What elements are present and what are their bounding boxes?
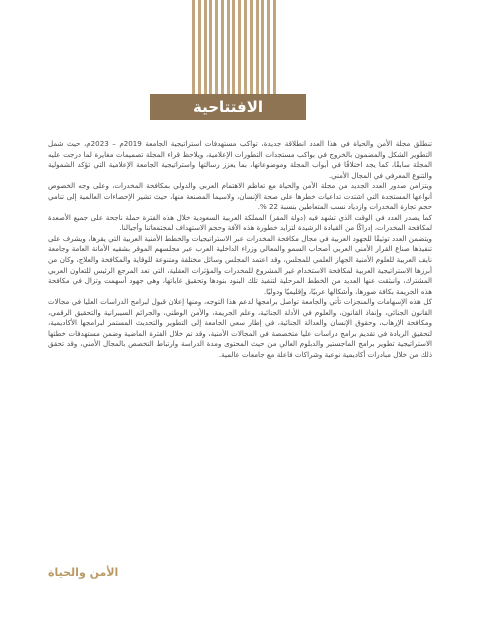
stripe	[244, 0, 247, 94]
stripe	[232, 0, 235, 94]
stripe	[273, 0, 276, 94]
stripe	[261, 0, 264, 94]
decorative-stripes	[192, 0, 276, 94]
stripe	[256, 0, 259, 94]
paragraph: كل هذه الإسهامات والمنجزات تأتي والجامعة تواصل برامجها لدعم هذا التوجه، ومنها إعلان قبول لبرامج الدراسات العليا في مجالات القانون الجنائي، وإنفاذ القانون، والعلوم في الأدلة الجنائية، وعلم الجريمة، والأمن الوطني، والجرائم السيبرانية والتحقيق الرقمي، ومكافحة الإرهاب، وحقوق الإنسان والعدالة الجنائية، في إطار سعي الجامعة إلى التطوير والتحديث المستمر لبرامجها الأكاديمية، لتحقيق الريادة في تقديم برامج دراسات عليا متخصصة في المجالات الأمنية، وقد تم خلال الفترة الماضية وضمن مستهدفات خطتها الاستراتيجية تطوير برامج الماجستير والدبلوم العالي من حيث المحتوى ومدة الدراسة وارتباط التخصص بالمجال الأمني، وقد تحقق ذلك من خلال مبادرات أكاديمية نوعية وشراكات فاعلة مع جامعات عالمية.	[48, 297, 432, 359]
stripe	[238, 0, 241, 94]
paragraph: ويتزامن صدور العدد الجديد من مجلة الأمن والحياة مع تعاظم الاهتمام العربي والدولي بمكافحة المخدرات، وعلى وجه الخصوص أنواعها المستجدة التي اشتدت تداعيات خطرها على صحة الإنسان، ولاسيما المصنعة منها، حيث تشير الإحصاءات العالمية إلى تنامي حجم تجارة المخدرات وازدياد نسب المتعاطين بنسبة 22 %.	[48, 181, 432, 212]
page-title: الافتتاحية	[192, 98, 264, 116]
magazine-name-footer: الأمن والحياة	[48, 566, 119, 579]
stripe	[227, 0, 230, 94]
stripe	[250, 0, 253, 94]
stripe	[221, 0, 224, 94]
stripe	[198, 0, 201, 94]
paragraph: ويتضمن العدد توثيقًا للجهود العربية في مجال مكافحة المخدرات عبر الاستراتيجيات والخطط الأمنية العربية التي يقرها، ويشرف على تنفيذها صناع القرار الأمني العربي أصحاب السمو والمعالي وزراء الداخلية العرب عبر مجلسهم الموقر بشقيه الأمانة العامة وجامعة نايف العربية للعلوم الأمنية الجهاز العلمي للمجلس، وقد اعتمد المجلس وسائل مختلفة ومتنوعة للوقاية والمكافحة والعلاج، وكان من أبرزها الاستراتيجية العربية لمكافحة الاستخدام غير المشروع للمخدرات والمؤثرات العقلية، التي تعد المرجع الرئيس للتعاون العربي المشترك، وانبثقت عنها العديد من الخطط المرحلية لتنفيذ تلك البنود بنودها وتحقيق غاياتها، وهي جهود أسهمت وتزال في مكافحة هذه الجريمة بكافة صورها، وأشكالها عربيًا، وإقليميًا ودوليًا.	[48, 233, 432, 296]
stripe	[215, 0, 218, 94]
stripe	[192, 0, 195, 94]
page-title-banner	[150, 94, 306, 120]
paragraph: تنطلق مجلة الأمن والحياة في هذا العدد انطلاقة جديدة، تواكب مستهدفات استراتيجية الجامعة 2019م – 2023م، حيث شمل التطوير الشكل والمضمون بالخروج في بواكب مستجدات التطورات الإعلامية، ويلاحظ قراء المجلة تصميمات مغايرة لما درجت عليه المجلة سابقًا، كما يجد اختلافًا في أبواب المجلة وموضوعاتها، بما يعزز رسالتها واستراتيجية الجامعة الإعلامية التي تؤكد الشمولية والتنوع المعرفي في المجال الأمني.	[48, 139, 432, 180]
stripe	[209, 0, 212, 94]
paragraph: كما يصدر العدد في الوقت الذي تشهد فيه (دولة المقر) المملكة العربية السعودية خلال هذه الفترة حملة ناجحة على جميع الأصعدة لمكافحة المخدرات، إدراكًا من القيادة الرشيدة لتزايد خطورة هذه الآفة وحجم الاستهداف لمجتمعاتنا وأجيالنا.	[48, 212, 432, 233]
editorial-body	[48, 139, 432, 360]
stripe	[204, 0, 207, 94]
stripe	[267, 0, 270, 94]
